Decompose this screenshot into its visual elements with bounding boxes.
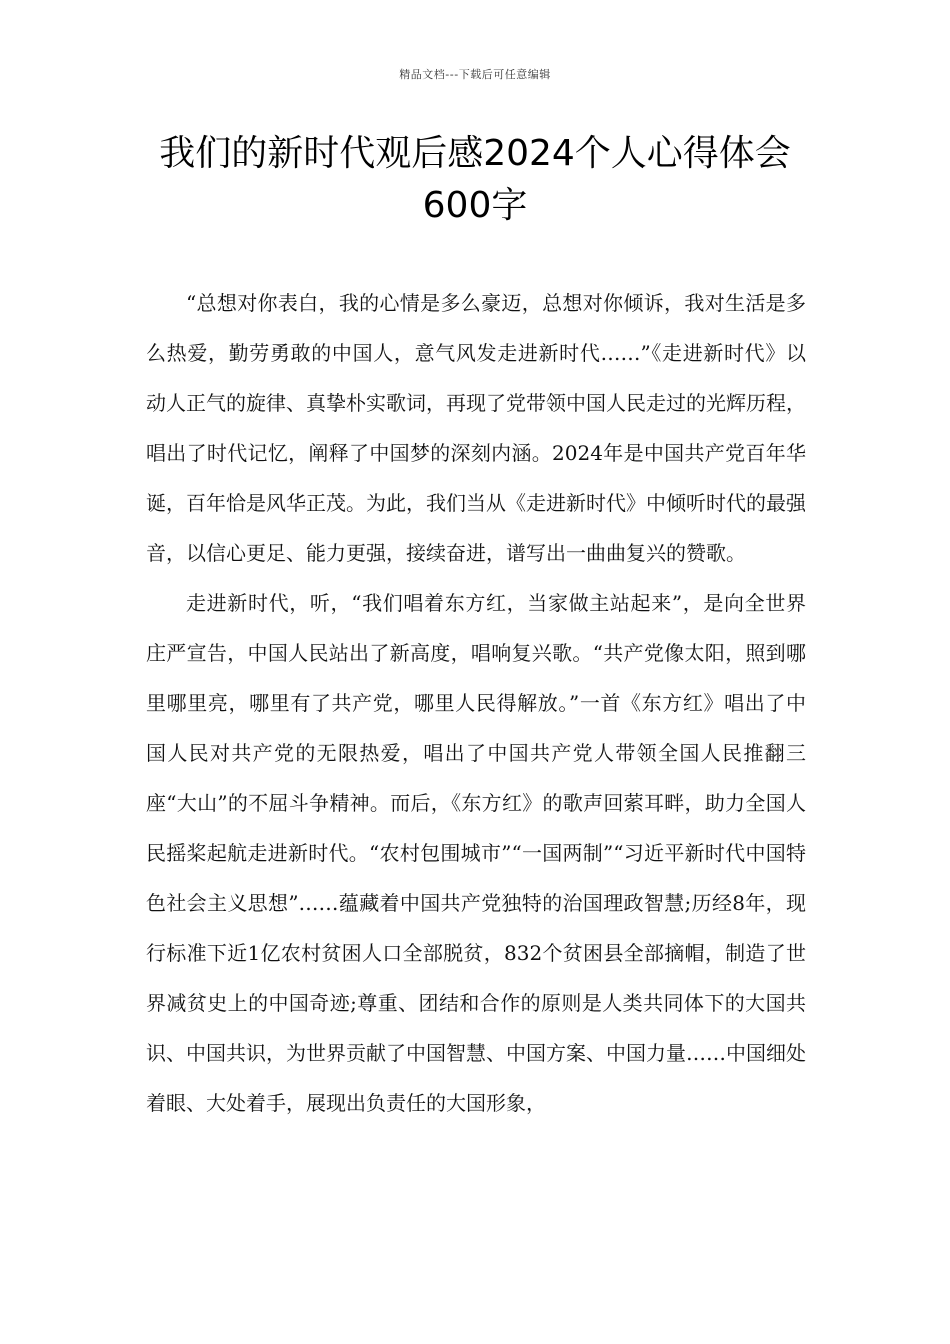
document-body: [146, 278, 806, 1128]
paragraph-2: 走进新时代，听，“我们唱着东方红，当家做主站起来”，是向全世界庄严宣告，中国人民站出了新高度，唱响复兴歌。“共产党像太阳，照到哪里哪里亮，哪里有了共产党，哪里人民得解放。”一首《东方红》唱出了中国人民对共产党的无限热爱，唱出了中国共产党人带领全国人民推翻三座“大山”的不屈斗争精神。而后，《东方红》的歌声回萦耳畔，助力全国人民摇桨起航走进新时代。“农村包围城市”“一国两制”“习近平新时代中国特色社会主义思想”……蕴藏着中国共产党独特的治国理政智慧;历经8年，现行标准下近1亿农村贫困人口全部脱贫，832个贫困县全部摘帽，制造了世界减贫史上的中国奇迹;尊重、团结和合作的原则是人类共同体下的大国共识、中国共识，为世界贡献了中国智慧、中国方案、中国力量……中国细处着眼、大处着手，展现出负责任的大国形象，: [146, 591, 806, 1115]
page-header-watermark: 精品文档---下载后可任意编辑: [399, 68, 551, 81]
document-title: 我们的新时代观后感2024个人心得体会600字: [159, 133, 791, 226]
paragraph-1: “总想对你表白，我的心情是多么豪迈，总想对你倾诉，我对生活是多么热爱，勤劳勇敢的中国人，意气风发走进新时代……”《走进新时代》以动人正气的旋律、真挚朴实歌词，再现了党带领中国人民走过的光辉历程，唱出了时代记忆，阐释了中国梦的深刻内涵。2024年是中国共产党百年华诞，百年恰是风华正茂。为此，我们当从《走进新时代》中倾听时代的最强音，以信心更足、能力更强，接续奋进，谱写出一曲曲复兴的赞歌。: [146, 291, 806, 565]
